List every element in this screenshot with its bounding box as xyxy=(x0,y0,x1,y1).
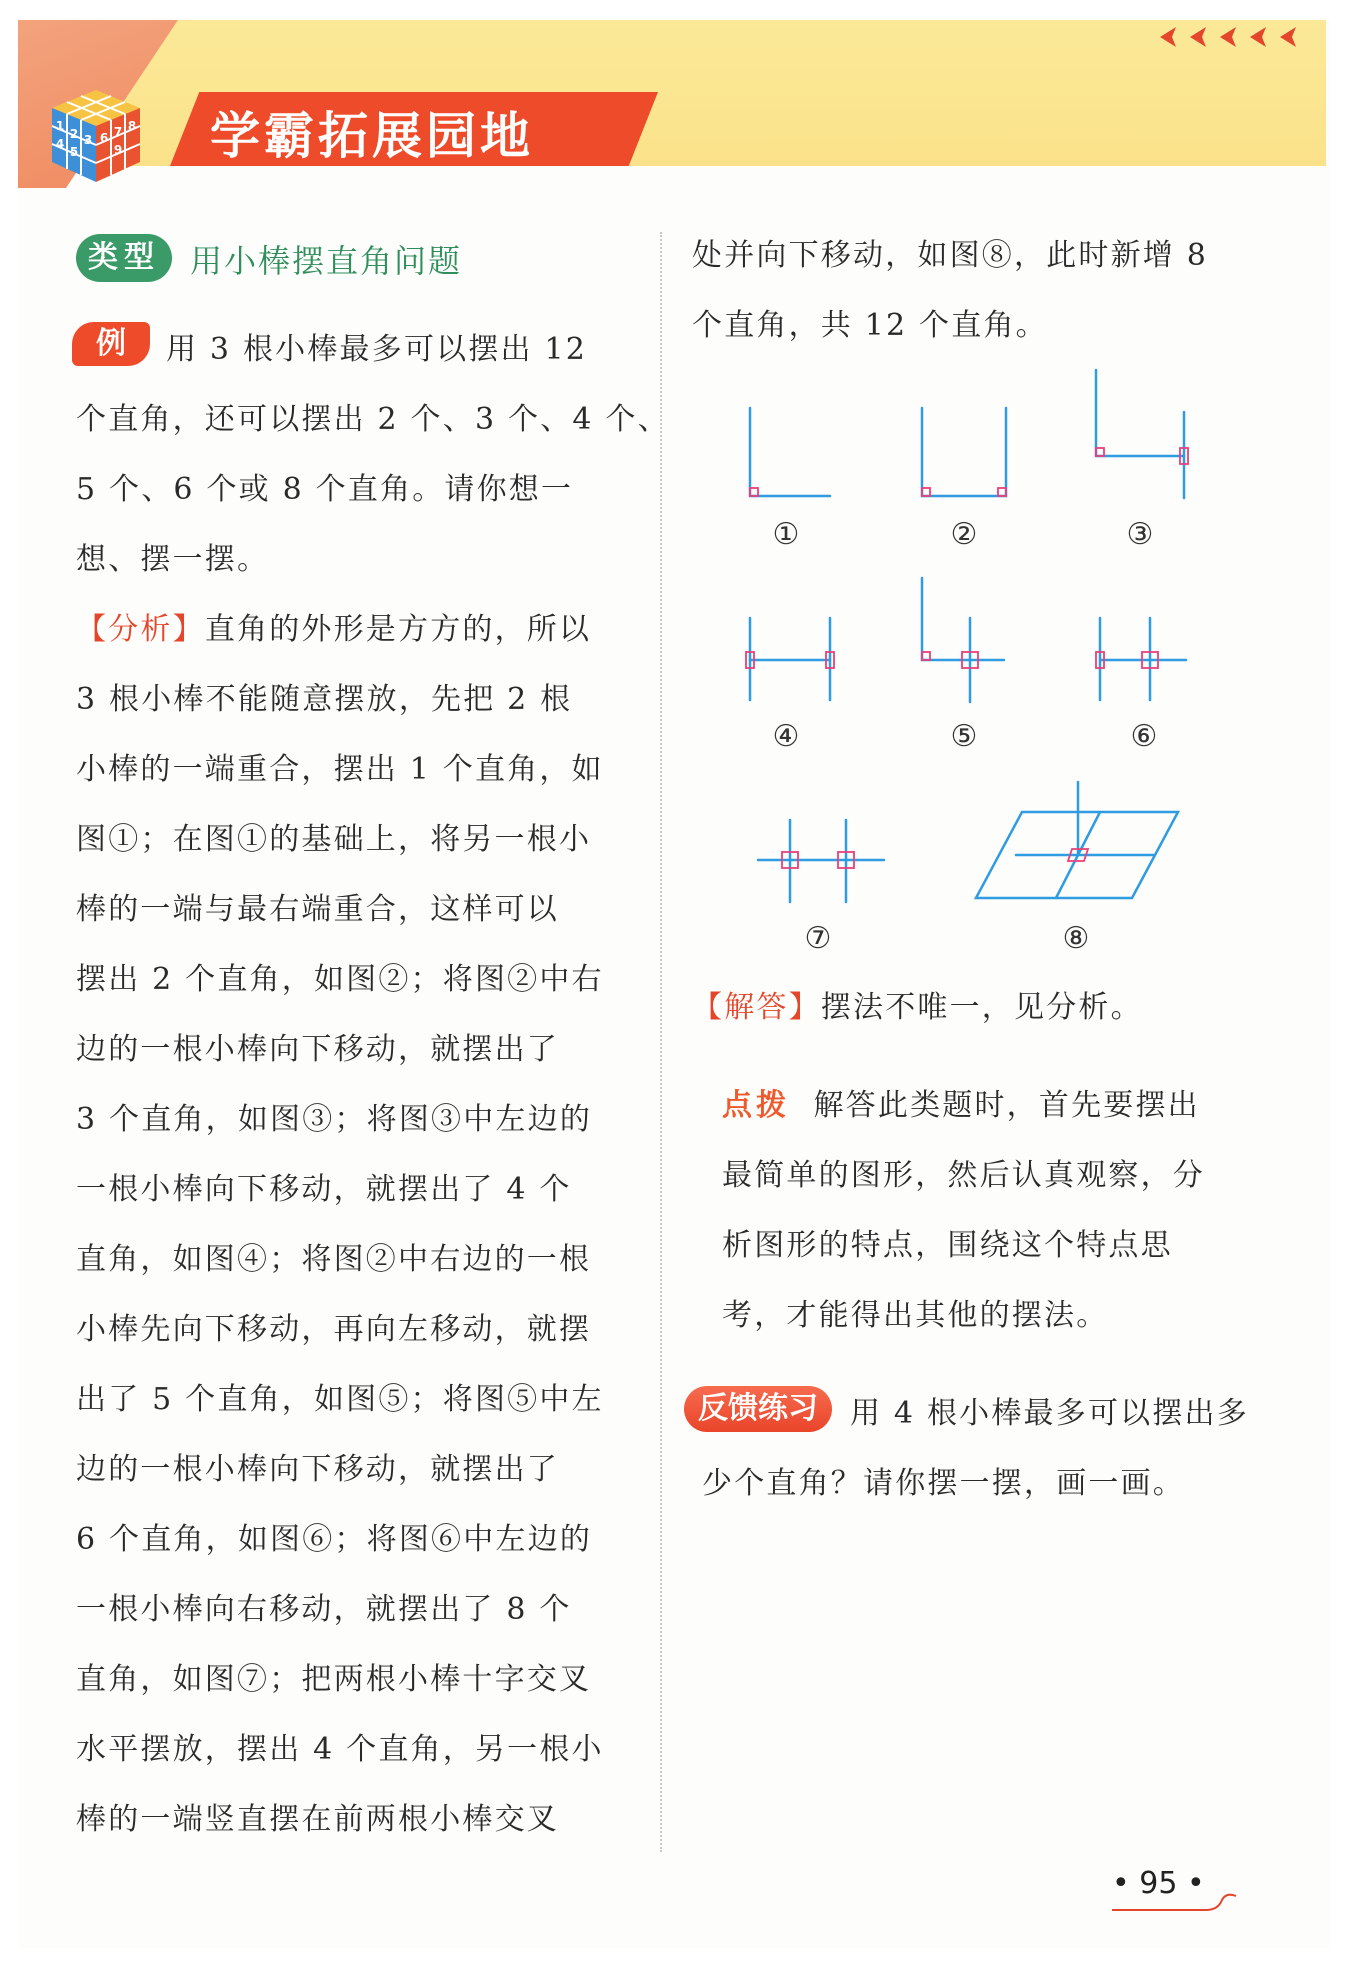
figure-7 xyxy=(758,820,884,902)
stick-figures xyxy=(700,350,1260,970)
analysis-continued-line: 个直角，共 12 个直角。 xyxy=(692,308,1048,343)
figure-label: ① xyxy=(772,517,800,552)
type-title: 用小棒摆直角问题 xyxy=(190,242,463,280)
analysis-line: 小棒的一端重合，摆出 1 个直角，如 xyxy=(76,752,604,787)
tip-line: 考，才能得出其他的摆法。 xyxy=(722,1298,1109,1333)
analysis-continued-line: 处并向下移动，如图⑧，此时新增 8 xyxy=(692,238,1209,273)
analysis-line: 小棒先向下移动，再向左移动，就摆 xyxy=(76,1312,592,1347)
analysis-line: 边的一根小棒向下移动，就摆出了 xyxy=(76,1032,559,1067)
tip-text: 解答此类题时，首先要摆出 xyxy=(813,1088,1200,1123)
answer-line xyxy=(692,982,1143,1026)
cube-digit: 4 xyxy=(55,137,65,151)
rubik-cube-icon xyxy=(44,86,148,186)
cube-digit: 6 xyxy=(99,131,109,145)
figure-1 xyxy=(750,408,830,496)
double-chevron-left-icon xyxy=(1160,24,1310,50)
figure-8 xyxy=(976,782,1178,898)
analysis-first-line xyxy=(76,604,591,648)
figure-5 xyxy=(922,578,1004,702)
figure-label: ⑤ xyxy=(950,719,978,754)
figure-label: ⑧ xyxy=(1062,921,1090,956)
page-title: 学霸拓展园地 xyxy=(210,107,534,165)
example-badge: 例 xyxy=(72,322,150,366)
feedback-line: 少个直角？请你摆一摆，画一画。 xyxy=(702,1466,1185,1501)
cube-digit: 2 xyxy=(69,127,79,141)
cube-digit: 3 xyxy=(83,133,93,147)
column-divider xyxy=(660,232,662,1852)
figure-6 xyxy=(1100,618,1186,700)
feedback-badge: 反馈练习 xyxy=(684,1386,832,1432)
page-number: • 95 • xyxy=(1112,1866,1205,1901)
analysis-line: 棒的一端与最右端重合，这样可以 xyxy=(76,892,559,927)
figure-4 xyxy=(750,618,830,700)
analysis-line: 6 个直角，如图⑥；将图⑥中左边的 xyxy=(76,1522,593,1557)
tip-line: 析图形的特点，围绕这个特点思 xyxy=(722,1228,1173,1263)
tip-label: 点拨 xyxy=(722,1088,790,1123)
feedback-line: 用 4 根小棒最多可以摆出多 xyxy=(850,1396,1249,1431)
analysis-line: 直角，如图④；将图②中右边的一根 xyxy=(76,1242,592,1277)
figure-label: ③ xyxy=(1126,517,1154,552)
analysis-line: 出了 5 个直角，如图⑤；将图⑤中左 xyxy=(76,1382,604,1417)
analysis-line: 3 个直角，如图③；将图③中左边的 xyxy=(76,1102,593,1137)
page-number-underline xyxy=(1110,1884,1240,1914)
cube-digit: 9 xyxy=(113,143,123,157)
figure-label: ⑦ xyxy=(804,921,832,956)
analysis-text: 直角的外形是方方的，所以 xyxy=(204,612,592,647)
cube-digit: 8 xyxy=(127,119,137,133)
analysis-line: 边的一根小棒向下移动，就摆出了 xyxy=(76,1452,559,1487)
cube-digit: 1 xyxy=(55,119,65,133)
analysis-line: 一根小棒向右移动，就摆出了 8 个 xyxy=(76,1592,572,1627)
example-line: 想、摆一摆。 xyxy=(76,542,270,577)
example-line: 5 个、6 个或 8 个直角。请你想一 xyxy=(76,472,574,507)
analysis-tag: 【分析】 xyxy=(76,612,205,647)
figure-label: ④ xyxy=(772,719,800,754)
figure-3 xyxy=(1096,370,1184,498)
figure-label: ⑥ xyxy=(1130,719,1158,754)
analysis-line: 一根小棒向下移动，就摆出了 4 个 xyxy=(76,1172,572,1207)
analysis-line: 棒的一端竖直摆在前两根小棒交叉 xyxy=(76,1802,559,1837)
cube-digit: 7 xyxy=(113,125,123,139)
answer-text: 摆法不唯一，见分析。 xyxy=(820,990,1143,1025)
analysis-line: 图①；在图①的基础上，将另一根小 xyxy=(76,822,592,857)
cube-digit: 5 xyxy=(69,145,79,159)
tip-line: 最简单的图形，然后认真观察，分 xyxy=(722,1158,1205,1193)
example-line: 个直角，还可以摆出 2 个、3 个、4 个、 xyxy=(76,402,670,437)
answer-tag: 【解答】 xyxy=(692,990,821,1025)
example-line: 用 3 根小棒最多可以摆出 12 xyxy=(166,332,588,367)
figure-2 xyxy=(922,408,1006,496)
analysis-line: 水平摆放，摆出 4 个直角，另一根小 xyxy=(76,1732,604,1767)
analysis-line: 3 根小棒不能随意摆放，先把 2 根 xyxy=(76,682,573,717)
type-badge: 类型 xyxy=(76,234,172,282)
tip-first-line xyxy=(722,1080,1200,1124)
analysis-line: 摆出 2 个直角，如图②；将图②中右 xyxy=(76,962,604,997)
figure-label: ② xyxy=(950,517,978,552)
analysis-line: 直角，如图⑦；把两根小棒十字交叉 xyxy=(76,1662,592,1697)
